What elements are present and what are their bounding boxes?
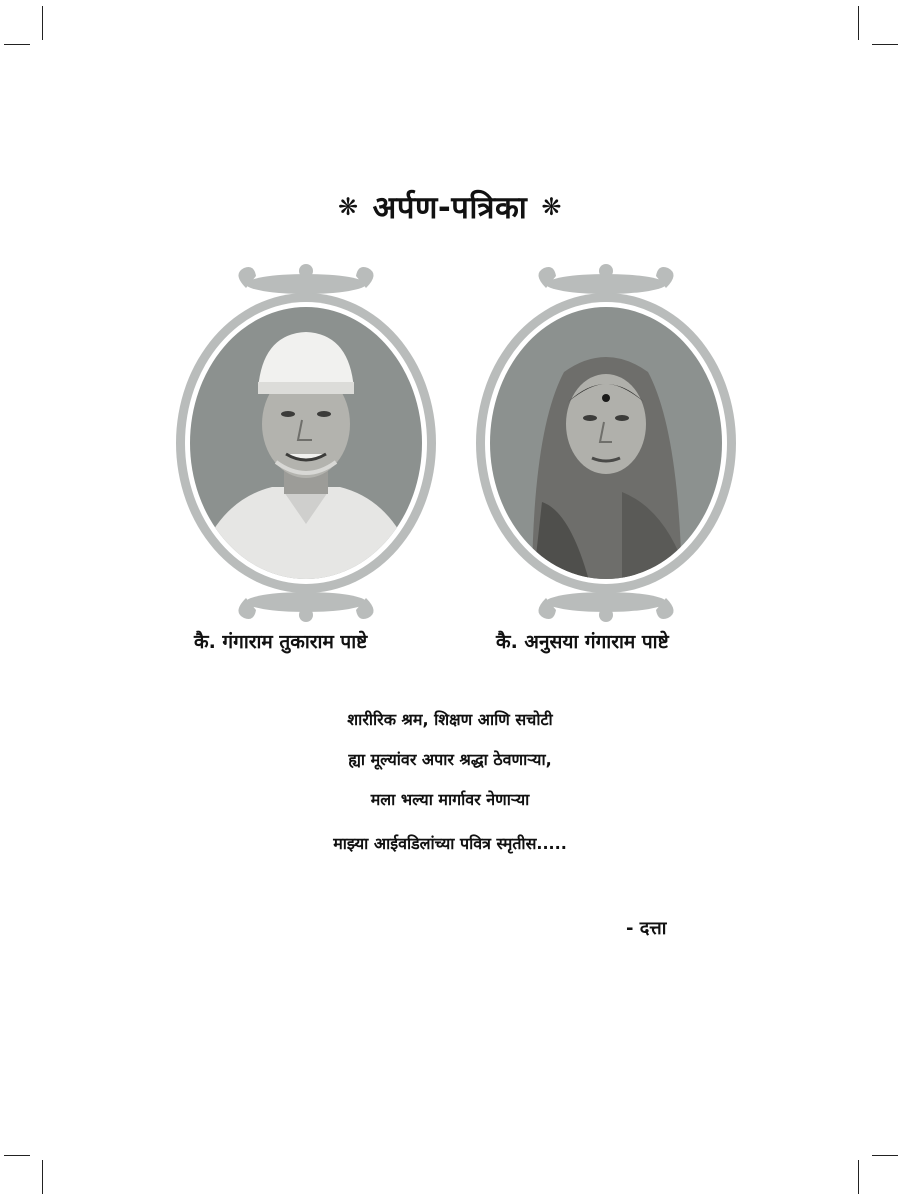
scroll-ornament-bottom-icon: [538, 592, 673, 622]
page-title: [0, 186, 900, 228]
crop-mark: [42, 1160, 43, 1194]
dedication-line: मला भल्या मार्गावर नेणाऱ्या: [370, 790, 530, 809]
crop-mark: [872, 44, 898, 45]
dedication-line: शारीरिक श्रम, शिक्षण आणि सचोटी: [347, 710, 553, 729]
crop-mark: [4, 44, 30, 45]
flower-ornament-icon: ❋: [338, 193, 359, 221]
portrait-father: [172, 262, 440, 624]
crop-mark: [4, 1155, 30, 1156]
crop-mark: [858, 1160, 859, 1194]
scroll-ornament-top-icon: [238, 264, 373, 294]
flower-ornament-icon: ❋: [541, 193, 562, 221]
portrait-father-image: [172, 262, 440, 624]
portrait-caption-father: कै. गंगाराम तुकाराम पाष्टे: [194, 631, 368, 653]
scroll-ornament-top-icon: [538, 264, 673, 294]
portrait-mother-image: [472, 262, 740, 624]
portrait-mother: [472, 262, 740, 624]
scroll-ornament-bottom-icon: [238, 592, 373, 622]
crop-mark: [858, 6, 859, 40]
dedication-line: माझ्या आईवडिलांच्या पवित्र स्मृतीस.....: [333, 834, 567, 853]
portrait-caption-mother: कै. अनुसया गंगाराम पाष्टे: [496, 631, 669, 653]
page-title-text: अर्पण-पत्रिका: [372, 190, 528, 226]
dedication-line: ह्या मूल्यांवर अपार श्रद्धा ठेवणाऱ्या,: [348, 750, 552, 769]
crop-mark: [42, 6, 43, 40]
signature: - दत्ता: [626, 918, 667, 939]
crop-mark: [872, 1155, 898, 1156]
